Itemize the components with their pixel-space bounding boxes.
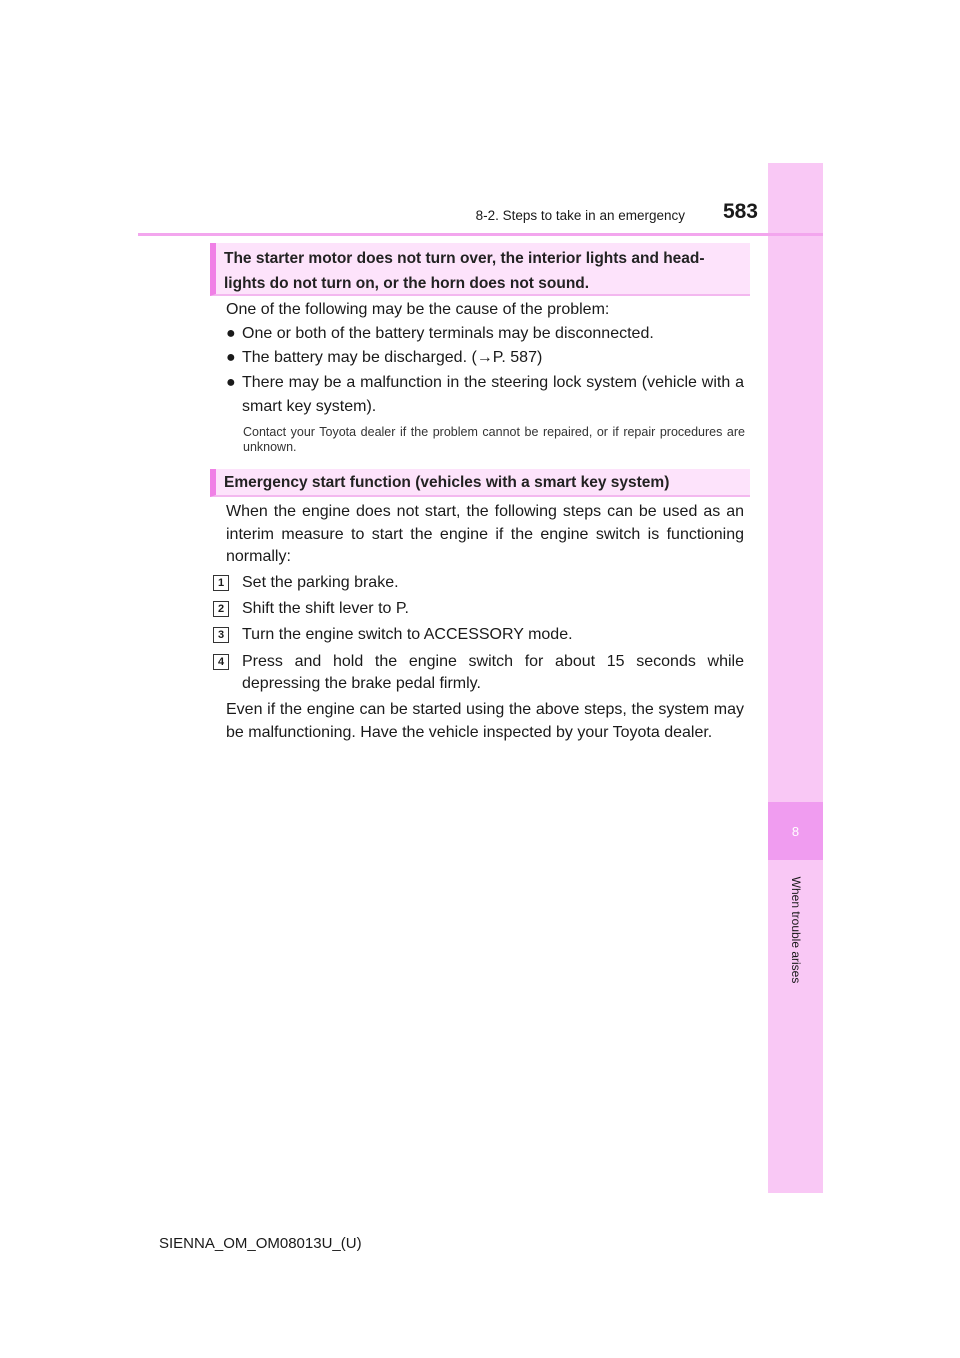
step-text: Shift the shift lever to P. — [242, 600, 409, 617]
step-text: Set the parking brake. — [242, 574, 399, 591]
bullet-icon: ● — [226, 349, 236, 366]
chapter-number: 8 — [791, 823, 800, 839]
paragraph-cause-intro: One of the following may be the cause of the problem: — [226, 301, 610, 318]
bullet-icon: ● — [226, 374, 236, 391]
document-code: SIENNA_OM_OM08013U_(U) — [159, 1235, 362, 1252]
bullet-text: One or both of the battery terminals may be disconnected. — [242, 325, 654, 342]
page-number: 583 — [722, 200, 758, 223]
step-text: Turn the engine switch to ACCESSORY mode. — [242, 626, 573, 643]
step-item — [213, 624, 744, 646]
step-number-badge: 4 — [213, 654, 229, 670]
heading-line: The starter motor does not turn over, the interior lights and head- — [224, 250, 705, 267]
paragraph-emergency-intro: When the engine does not start, the following steps can be used as an interim measure to start the engine if the engine switch is functioning normally: — [226, 503, 744, 565]
chapter-number-badge — [768, 802, 823, 860]
bullet-item — [226, 346, 744, 370]
heading-line: lights do not turn on, or the horn does not sound. — [224, 275, 590, 292]
section-title: 8-2. Steps to take in an emergency — [475, 208, 685, 223]
header-rule — [138, 233, 823, 236]
paragraph-closing: Even if the engine can be started using the above steps, the system may be malfunctioning. Have the vehicle inspected by your Toyota dealer. — [226, 701, 744, 741]
step-item — [213, 572, 744, 594]
bullet-icon: ● — [226, 325, 236, 342]
note-text: Contact your Toyota dealer if the problem cannot be repaired, or if repair procedures are unknown. — [243, 425, 745, 454]
step-number-badge: 1 — [213, 575, 229, 591]
chapter-side-tab — [768, 163, 823, 1193]
section-heading-starter — [210, 243, 750, 296]
step-number-badge: 3 — [213, 627, 229, 643]
step-item — [213, 651, 744, 695]
bullet-text: There may be a malfunction in the steering lock system (vehicle with a smart key system). — [242, 374, 744, 415]
bullet-item — [226, 371, 744, 419]
step-text: Press and hold the engine switch for about 15 seconds while depressing the brake pedal firmly. — [242, 653, 744, 692]
bullet-item — [226, 322, 744, 346]
chapter-label: When trouble arises — [789, 876, 803, 984]
bullet-text: The battery may be discharged. (→P. 587) — [242, 349, 543, 366]
section-heading-emergency-start — [210, 469, 750, 497]
heading-text: Emergency start function (vehicles with a smart key system) — [224, 474, 670, 491]
step-number-badge: 2 — [213, 601, 229, 617]
step-item — [213, 598, 744, 620]
